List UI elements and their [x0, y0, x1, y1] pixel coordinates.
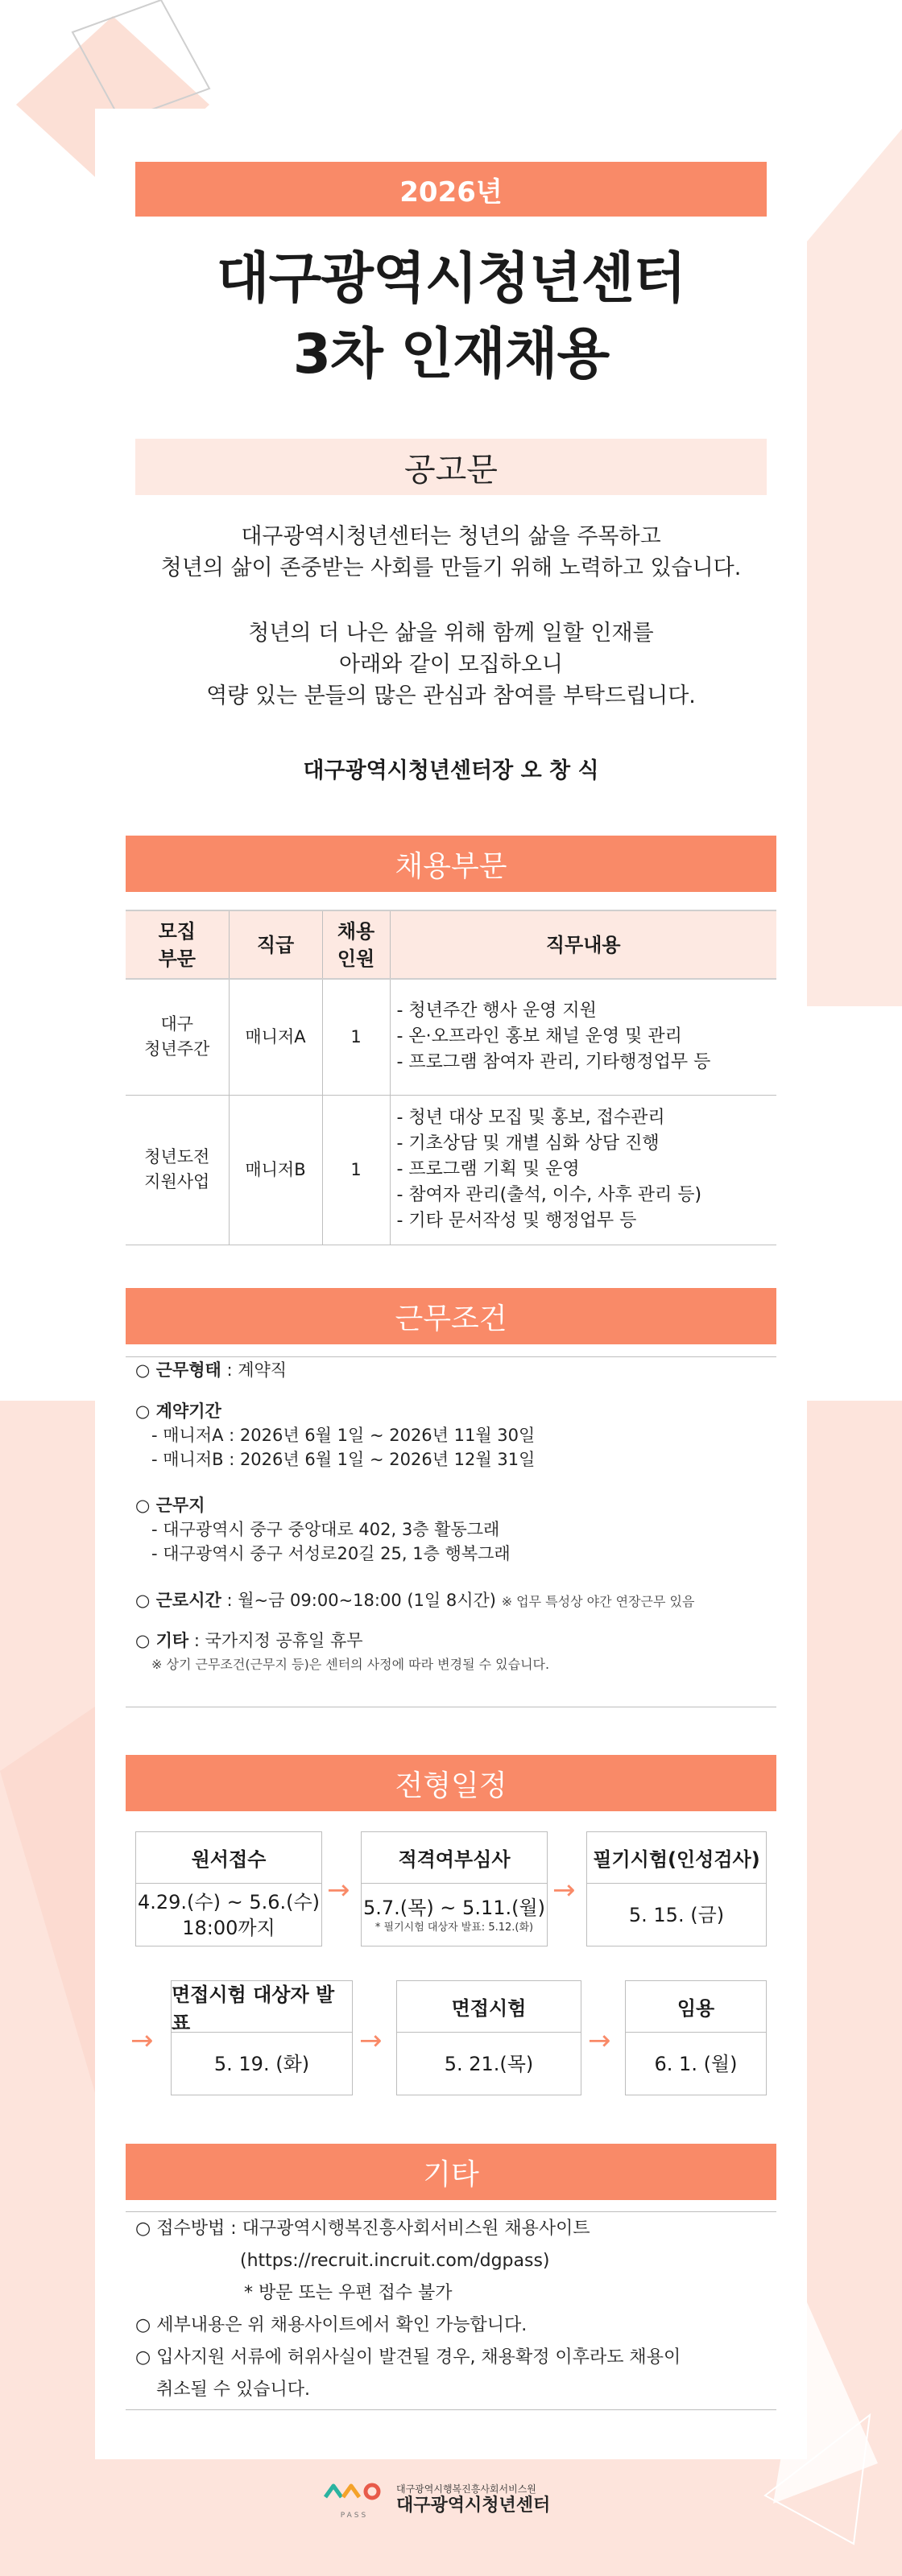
step-title: 원서접수: [136, 1832, 321, 1884]
footer-logo: [322, 2475, 550, 2524]
row-duties: [390, 1095, 776, 1245]
step-note: * 필기시험 대상자 발표: 5.12.(화): [374, 1922, 534, 1934]
other-line: ○ 세부내용은 위 채용사이트에서 확인 가능합니다.: [135, 2315, 528, 2335]
step-time: 18:00까지: [182, 1917, 275, 1939]
step-date: 5. 15. (금): [628, 1904, 725, 1926]
step-body: [136, 1884, 321, 1946]
notice-banner: 공고문: [135, 439, 767, 495]
step-date: 4.29.(수) ~ 5.6.(수): [137, 1891, 321, 1913]
step-title: 임용: [626, 1981, 766, 2033]
footer-org: [396, 2483, 550, 2516]
condition-note: ※ 상기 근무조건(근무지 등)은 센터의 사정에 따라 변경될 수 있습니다.: [151, 1657, 550, 1672]
duty-item: - 참여자 관리(출석, 이수, 사후 관리 등): [396, 1185, 702, 1205]
schedule-step-interview-notice: [171, 1980, 353, 2095]
row-duties: [390, 979, 776, 1095]
section-conditions-title: 근무조건: [126, 1288, 776, 1344]
condition-detail: - 대구광역시 중구 서성로20길 25, 1층 행복그래: [151, 1544, 511, 1563]
org-name-small: 대구광역시행복진흥사회서비스원: [396, 2483, 536, 2495]
duty-item: - 기초상담 및 개별 심화 상담 진행: [396, 1133, 660, 1154]
title-line-1: 대구광역시청년센터: [216, 247, 686, 311]
recruit-table: [126, 910, 776, 1245]
table-row: [126, 979, 776, 1095]
step-title: 필기시험(인성검사): [587, 1832, 766, 1884]
step-title: 면접시험 대상자 발표: [172, 1981, 352, 2033]
arrow-right-icon: →: [588, 2025, 611, 2057]
section-schedule-title: 전형일정: [126, 1755, 776, 1811]
step-date: 5.7.(목) ~ 5.11.(월): [362, 1897, 546, 1919]
other-line: 취소될 수 있습니다.: [156, 2380, 310, 2400]
recruit-site-url: (https://recruit.incruit.com/dgpass): [240, 2251, 550, 2271]
arrow-right-icon: →: [359, 2025, 383, 2057]
title-line-2: 3차 인재채용: [292, 323, 610, 386]
row-count: 1: [322, 1095, 390, 1245]
arrow-right-icon: →: [130, 2025, 154, 2057]
divider: [126, 2211, 776, 2212]
row-count: 1: [322, 979, 390, 1095]
intro-paragraph-1: [95, 521, 807, 584]
condition-detail: - 대구광역시 중구 중앙대로 402, 3층 활동그래: [151, 1520, 500, 1539]
duty-item: - 청년 대상 모집 및 홍보, 접수관리: [396, 1108, 665, 1128]
col-duties: 직무내용: [390, 910, 776, 979]
condition-label: ○ 근무지: [135, 1496, 205, 1515]
table-header-row: [126, 910, 776, 979]
condition-detail: - 매니저A : 2026년 6월 1일 ~ 2026년 11월 30일: [151, 1426, 536, 1445]
intro-line: 대구광역시청년센터는 청년의 삶을 주목하고: [241, 524, 661, 549]
other-details: [135, 2213, 681, 2406]
step-date: 5. 21.(목): [444, 2053, 534, 2075]
intro-line: 청년의 삶이 존중받는 사회를 만들기 위해 노력하고 있습니다.: [160, 555, 742, 580]
duty-item: - 프로그램 참여자 관리, 기타행정업무 등: [396, 1052, 711, 1073]
arrow-right-icon: →: [327, 1874, 350, 1906]
row-dept: 대구 청년주간: [126, 979, 229, 1095]
row-rank: 매니저B: [229, 1095, 322, 1245]
signer: 대구광역시청년센터장 오 창 식: [303, 758, 599, 783]
duty-item: - 청년주간 행사 운영 지원: [396, 1001, 597, 1022]
condition-hours: [135, 1588, 694, 1614]
intro-line: 청년의 더 나은 삶을 위해 함께 일할 인재를: [248, 621, 654, 646]
col-dept: 모집 부문: [126, 910, 229, 979]
condition-label: ○ 계약기간: [135, 1402, 221, 1421]
condition-etc: [135, 1629, 549, 1677]
schedule-step-screening: [361, 1831, 548, 1946]
step-date: 5. 19. (화): [213, 2053, 310, 2075]
duty-item: - 기타 문서작성 및 행정업무 등: [396, 1211, 637, 1231]
condition-period: [135, 1399, 535, 1472]
step-title: 면접시험: [397, 1981, 581, 2033]
table-row: [126, 1095, 776, 1245]
col-count: 채용 인원: [322, 910, 390, 979]
condition-label: ○ 근로시간: [135, 1591, 221, 1610]
row-rank: 매니저A: [229, 979, 322, 1095]
intro-line: 아래와 같이 모집하오니: [339, 652, 563, 677]
condition-value: : 계약직: [221, 1360, 288, 1380]
divider: [126, 1356, 776, 1357]
schedule-step-interview: [396, 1980, 581, 2095]
org-name: 대구광역시청년센터: [396, 2496, 551, 2516]
year-banner: 2026년: [135, 162, 767, 217]
intro-paragraph-2: [95, 617, 807, 712]
pass-logo-icon: [322, 2479, 387, 2520]
step-body: [362, 1884, 547, 1946]
arrow-right-icon: →: [552, 1874, 576, 1906]
condition-value: : 국가지정 공휴일 휴무: [188, 1631, 363, 1650]
row-dept: 청년도전 지원사업: [126, 1095, 229, 1245]
step-date: 6. 1. (월): [654, 2053, 738, 2075]
section-recruit-title: 채용부문: [126, 836, 776, 892]
condition-value: : 월~금 09:00~18:00 (1일 8시간): [221, 1591, 496, 1610]
other-line: ○ 입사지원 서류에 허위사실이 발견될 경우, 채용확정 이후라도 채용이: [135, 2347, 681, 2368]
page-title: [95, 242, 807, 393]
condition-label: ○ 근무형태: [135, 1360, 221, 1380]
condition-label: ○ 기타: [135, 1631, 189, 1650]
section-other-title: 기타: [126, 2144, 776, 2200]
divider: [126, 2409, 776, 2410]
condition-detail: - 매니저B : 2026년 6월 1일 ~ 2026년 12월 31일: [151, 1450, 536, 1469]
schedule-step-written-test: [586, 1831, 767, 1946]
announcement-card: [95, 109, 807, 2459]
logo-text: PASS: [340, 2512, 369, 2520]
schedule-step-appointment: [625, 1980, 767, 2095]
other-line: ○ 접수방법 : 대구광역시행복진흥사회서비스원 채용사이트: [135, 2219, 590, 2239]
condition-type: [135, 1358, 287, 1382]
condition-note: ※ 업무 특성상 야간 연장근무 있음: [501, 1594, 695, 1609]
duty-item: - 온·오프라인 홍보 채널 운영 및 관리: [396, 1026, 682, 1047]
schedule-step-application: [135, 1831, 322, 1946]
step-title: 적격여부심사: [362, 1832, 547, 1884]
duty-item: - 프로그램 기획 및 운영: [396, 1159, 580, 1179]
condition-place: [135, 1493, 511, 1566]
other-line: * 방문 또는 우편 접수 불가: [244, 2283, 453, 2303]
col-rank: 직급: [229, 910, 322, 979]
intro-line: 역량 있는 분들의 많은 관심과 참여를 부탁드립니다.: [206, 683, 696, 708]
